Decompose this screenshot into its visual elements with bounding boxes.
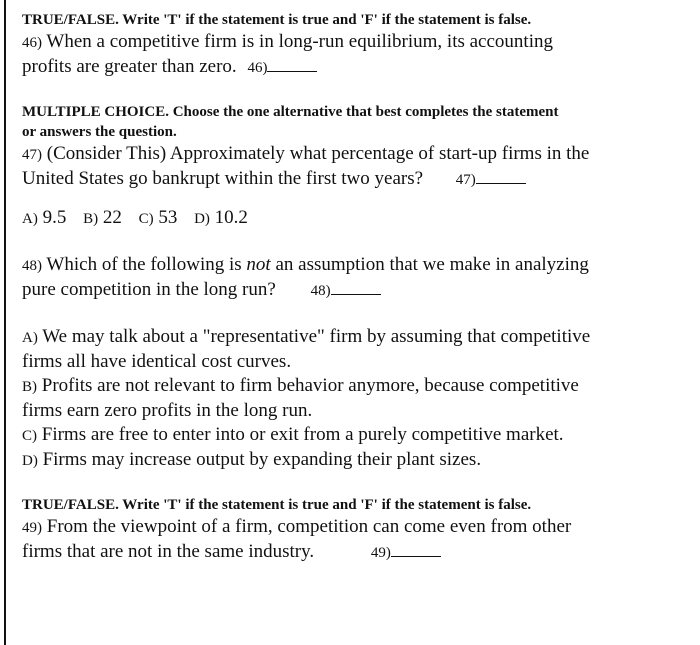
choice-text-line2: firms all have identical cost curves. — [22, 351, 292, 372]
multiple-choice-header-line1: MULTIPLE CHOICE. Choose the one alternative that best completes the statement — [22, 104, 559, 120]
multiple-choice-header — [22, 102, 692, 142]
choice-c[interactable] — [22, 423, 692, 448]
choice-c[interactable] — [139, 207, 178, 228]
question-47-choices — [22, 206, 692, 231]
answer-label: 49) — [370, 545, 391, 561]
answer-label: 48) — [310, 283, 331, 299]
true-false-header: TRUE/FALSE. Write 'T' if the statement is true and 'F' if the statement is false. — [22, 12, 532, 28]
question-text-line1-pre: Which of the following is — [46, 254, 247, 275]
choice-d[interactable] — [22, 448, 692, 473]
question-text-line1: From the viewpoint of a firm, competition can come even from other — [46, 516, 572, 537]
question-number: 46) — [22, 35, 42, 51]
choice-letter: B) — [83, 211, 99, 227]
question-47 — [22, 142, 692, 192]
choice-letter: D) — [22, 453, 38, 469]
answer-blank[interactable] — [267, 55, 317, 72]
question-emphasis: not — [246, 254, 271, 275]
question-48-choices — [22, 325, 692, 473]
question-text-line1: (Consider This) Approximately what percentage of start-up firms in the — [46, 143, 590, 164]
question-text-line2: United States go bankrupt within the first two years? — [22, 168, 424, 189]
choice-b[interactable] — [22, 374, 692, 423]
choice-letter: A) — [22, 330, 38, 346]
exam-page — [22, 10, 692, 565]
question-text-line2: pure competition in the long run? — [22, 279, 276, 300]
question-text-line1: When a competitive firm is in long-run equilibrium, its accounting — [46, 31, 553, 52]
question-46 — [22, 30, 692, 80]
choice-text: 53 — [158, 207, 178, 228]
answer-label: 47) — [455, 172, 476, 188]
choice-d[interactable] — [194, 207, 248, 228]
choice-text-line1: We may talk about a "representative" firm by assuming that competitive — [42, 326, 591, 347]
choice-a[interactable] — [22, 207, 66, 228]
question-text-line2: firms that are not in the same industry. — [22, 541, 315, 562]
answer-label: 46) — [247, 60, 268, 76]
choice-text-line1: Firms are free to enter into or exit from a purely competitive market. — [41, 424, 564, 445]
choice-a[interactable] — [22, 325, 692, 374]
choice-letter: A) — [22, 211, 38, 227]
choice-letter: C) — [138, 211, 154, 227]
question-48 — [22, 253, 692, 303]
question-number: 49) — [22, 520, 42, 536]
answer-blank[interactable] — [391, 540, 441, 557]
question-text-line1-post: an assumption that we make in analyzing — [270, 254, 589, 275]
question-49 — [22, 515, 692, 565]
choice-text-line2: firms earn zero profits in the long run. — [22, 400, 313, 421]
choice-letter: B) — [22, 379, 37, 395]
choice-b[interactable] — [83, 207, 122, 228]
answer-blank[interactable] — [331, 278, 381, 295]
choice-text-line1: Profits are not relevant to firm behavior anymore, because competitive — [41, 375, 579, 396]
answer-blank[interactable] — [476, 167, 526, 184]
choice-letter: C) — [22, 428, 37, 444]
choice-text: 22 — [102, 207, 122, 228]
question-text-line2: profits are greater than zero. — [22, 56, 237, 77]
true-false-header: TRUE/FALSE. Write 'T' if the statement is true and 'F' if the statement is false. — [22, 497, 532, 513]
question-number: 48) — [22, 258, 42, 274]
choice-text-line1: Firms may increase output by expanding their plant sizes. — [42, 449, 482, 470]
multiple-choice-header-line2: or answers the question. — [22, 124, 177, 140]
choice-letter: D) — [194, 211, 210, 227]
choice-text: 10.2 — [214, 207, 248, 228]
question-number: 47) — [22, 147, 42, 163]
page-left-border — [4, 0, 6, 645]
choice-text: 9.5 — [42, 207, 67, 228]
